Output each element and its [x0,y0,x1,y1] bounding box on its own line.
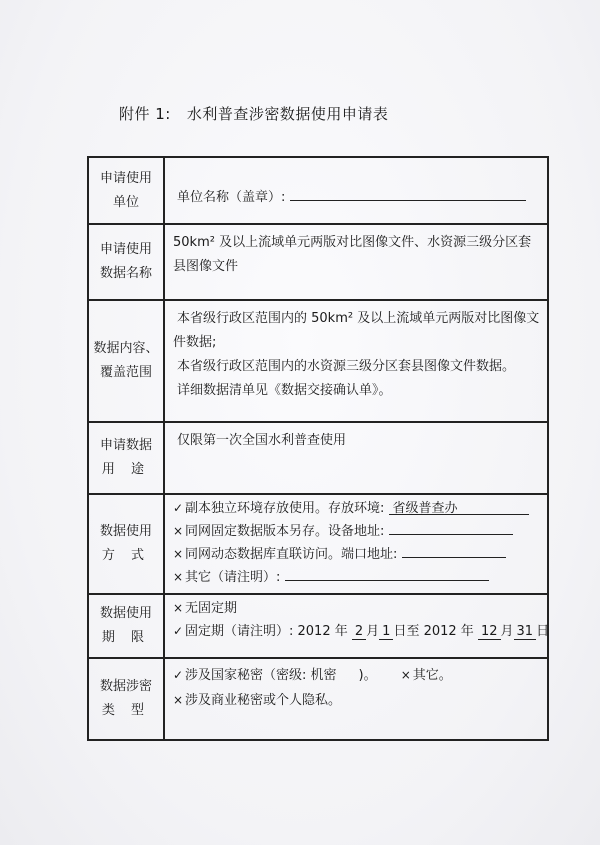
check-icon: ✓ [173,501,184,515]
form-title [119,103,388,124]
usage-option-dynamic-db[interactable]: × 同网动态数据库直联访问。端口地址: [173,543,539,566]
cross-icon: × [173,601,184,615]
secrecy-option-commercial[interactable]: × 涉及商业秘密或个人隐私。 [173,688,539,713]
cross-icon: × [173,524,184,538]
period-option-none[interactable]: × 无固定期 [173,597,539,620]
label-coverage: 数据内容、 覆盖范围 [88,300,164,422]
label-purpose: 申请数据 用 途 [88,422,164,494]
end-month-field[interactable]: 12 [478,624,501,640]
cross-icon: × [173,570,184,584]
cross-icon: × [400,668,411,682]
value-secrecy-type [164,658,548,740]
value-purpose: 仅限第一次全国水利普查使用 [164,422,548,494]
label-usage-period: 数据使用 期 限 [88,594,164,658]
check-icon: ✓ [173,668,184,682]
row-coverage [88,300,548,422]
cross-icon: × [173,693,184,707]
unit-name-label: 单位名称（盖章）: [177,189,286,205]
value-applicant-unit [164,157,548,224]
label-data-name: 申请使用 数据名称 [88,224,164,300]
cross-icon: × [173,547,184,561]
row-usage-mode [88,494,548,594]
value-usage-period [164,594,548,658]
label-applicant-unit: 申请使用 单位 [88,157,164,224]
row-purpose [88,422,548,494]
row-data-name [88,224,548,300]
value-usage-mode [164,494,548,594]
start-day-field[interactable]: 1 [379,624,393,640]
check-icon: ✓ [173,624,184,638]
row-secrecy-type [88,658,548,740]
port-address-field[interactable] [402,543,506,558]
usage-option-fixed-version[interactable]: × 同网固定数据版本另存。设备地址: [173,520,539,543]
storage-env-field[interactable]: 省级普查办 [389,498,529,515]
usage-other-field[interactable] [285,566,489,581]
secrecy-option-other[interactable]: 其它。 [412,668,452,683]
value-coverage: 本省级行政区范围内的 50km² 及以上流域单元两版对比图像文 件数据; 本省级行政区范围内的水资源三级分区套县图像文件数据。 详细数据清单见《数据交接确认单》。 [164,300,548,422]
label-usage-mode: 数据使用 方 式 [88,494,164,594]
value-data-name: 50km² 及以上流域单元两版对比图像文件、水资源三级分区套 县图像文件 [164,224,548,300]
start-month-field[interactable]: 2 [352,624,366,640]
title-text: 水利普查涉密数据使用申请表 [186,105,389,123]
usage-option-copy[interactable]: ✓ 副本独立环境存放使用。存放环境: 省级普查办 [173,497,539,520]
row-usage-period [88,594,548,658]
device-address-field[interactable] [389,520,513,535]
label-secrecy-type: 数据涉密 类 型 [88,658,164,740]
attachment-label: 附件 1: [119,105,171,123]
application-form-table [87,156,549,741]
usage-option-other[interactable]: × 其它（请注明）: [173,566,539,589]
secrecy-option-state[interactable]: ✓ 涉及国家秘密（密级: 机密 )。 × 其它。 [173,663,539,688]
row-applicant-unit [88,157,548,224]
unit-name-field[interactable] [290,186,526,201]
period-option-fixed[interactable]: ✓ 固定期（请注明）: 2012 年 2 月 1 日至 2012 年 12 月 31 日 [173,620,539,643]
end-day-field[interactable]: 31 [514,624,537,640]
